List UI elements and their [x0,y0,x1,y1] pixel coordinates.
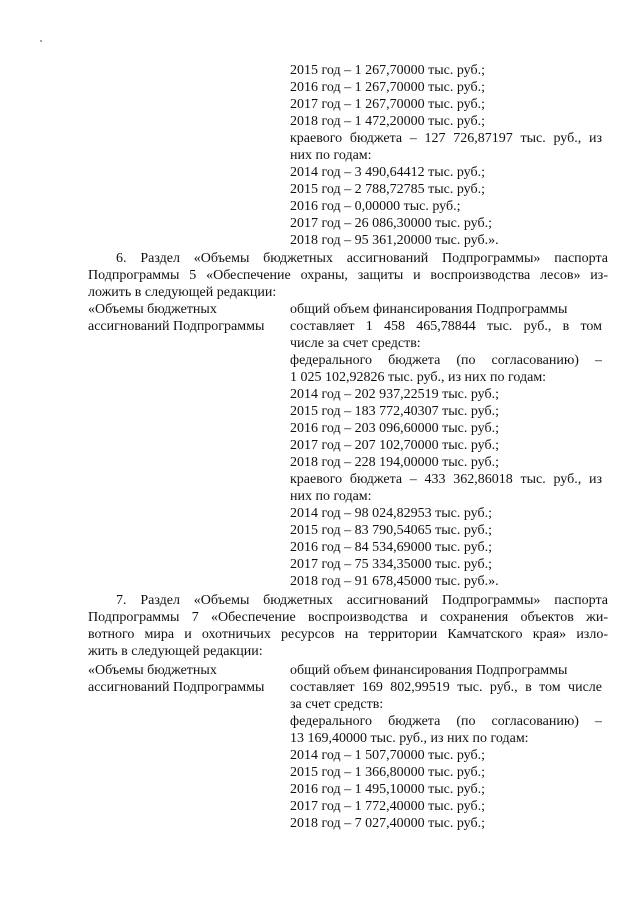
section-6-line: составляет 1 458 465,78844 тыс. руб., в том [290,319,602,334]
section-6-label: «Объемы бюджетных [88,302,217,317]
scan-speck [40,40,42,42]
section-6-line: 2018 год – 91 678,45000 тыс. руб.». [290,574,499,589]
section-7-line: 2014 год – 1 507,70000 тыс. руб.; [290,748,485,763]
tail-line: 2015 год – 2 788,72785 тыс. руб.; [290,182,485,197]
section-6-line: краевого бюджета – 433 362,86018 тыс. руб., из [290,472,602,487]
tail-line: 2016 год – 0,00000 тыс. руб.; [290,199,461,214]
tail-line: 2018 год – 95 361,20000 тыс. руб.». [290,233,499,248]
section-7-intro-line: жить в следующей редакции: [88,644,263,659]
section-6-line: 2016 год – 84 534,69000 тыс. руб.; [290,540,492,555]
tail-line: 2014 год – 3 490,64412 тыс. руб.; [290,165,485,180]
section-7-line: 2017 год – 1 772,40000 тыс. руб.; [290,799,485,814]
section-6-line: общий объем финансирования Подпрограммы [290,302,568,317]
section-6-intro-line: ложить в следующей редакции: [88,285,277,300]
section-7-intro-line: 7. Раздел «Объемы бюджетных ассигнований Подпрограммы» паспорта [116,593,608,608]
section-6-line: 2014 год – 98 024,82953 тыс. руб.; [290,506,492,521]
section-7-line: 13 169,40000 тыс. руб., из них по годам: [290,731,529,746]
section-6-line: 2015 год – 83 790,54065 тыс. руб.; [290,523,492,538]
section-7-line: 2018 год – 7 027,40000 тыс. руб.; [290,816,485,831]
tail-line: 2018 год – 1 472,20000 тыс. руб.; [290,114,485,129]
section-6-intro-line: Подпрограммы 5 «Обеспечение охраны, защиты и воспроизводства лесов» из- [88,268,608,283]
tail-line: краевого бюджета – 127 726,87197 тыс. руб., из [290,131,602,146]
section-7-line: 2016 год – 1 495,10000 тыс. руб.; [290,782,485,797]
section-6-line: 1 025 102,92826 тыс. руб., из них по годам: [290,370,547,385]
section-6-line: федерального бюджета (по согласованию) – [290,353,602,368]
section-6-line: числе за счет средств: [290,336,421,351]
section-7-label: «Объемы бюджетных [88,663,217,678]
section-7-line: 2015 год – 1 366,80000 тыс. руб.; [290,765,485,780]
section-6-line: 2017 год – 75 334,35000 тыс. руб.; [290,557,492,572]
section-7-intro-line: вотного мира и охотничьих ресурсов на территории Камчатского края» изло- [88,627,608,642]
section-7-line: составляет 169 802,99519 тыс. руб., в том числе [290,680,602,695]
section-6-line: 2018 год – 228 194,00000 тыс. руб.; [290,455,499,470]
section-6-line: 2016 год – 203 096,60000 тыс. руб.; [290,421,499,436]
tail-line: них по годам: [290,148,372,163]
section-6-line: 2017 год – 207 102,70000 тыс. руб.; [290,438,499,453]
section-7-label: ассигнований Подпрограммы [88,680,265,695]
section-6-line: них по годам: [290,489,372,504]
section-6-label: ассигнований Подпрограммы [88,319,265,334]
tail-line: 2017 год – 26 086,30000 тыс. руб.; [290,216,492,231]
section-7-line: федерального бюджета (по согласованию) – [290,714,602,729]
section-6-line: 2014 год – 202 937,22519 тыс. руб.; [290,387,499,402]
section-7-line: общий объем финансирования Подпрограммы [290,663,568,678]
section-6-line: 2015 год – 183 772,40307 тыс. руб.; [290,404,499,419]
section-7-line: за счет средств: [290,697,384,712]
section-7-intro-line: Подпрограммы 7 «Обеспечение воспроизводства и сохранения объектов жи- [88,610,608,625]
tail-line: 2015 год – 1 267,70000 тыс. руб.; [290,63,485,78]
section-6-intro-line: 6. Раздел «Объемы бюджетных ассигнований Подпрограммы» паспорта [116,251,608,266]
tail-line: 2016 год – 1 267,70000 тыс. руб.; [290,80,485,95]
tail-line: 2017 год – 1 267,70000 тыс. руб.; [290,97,485,112]
